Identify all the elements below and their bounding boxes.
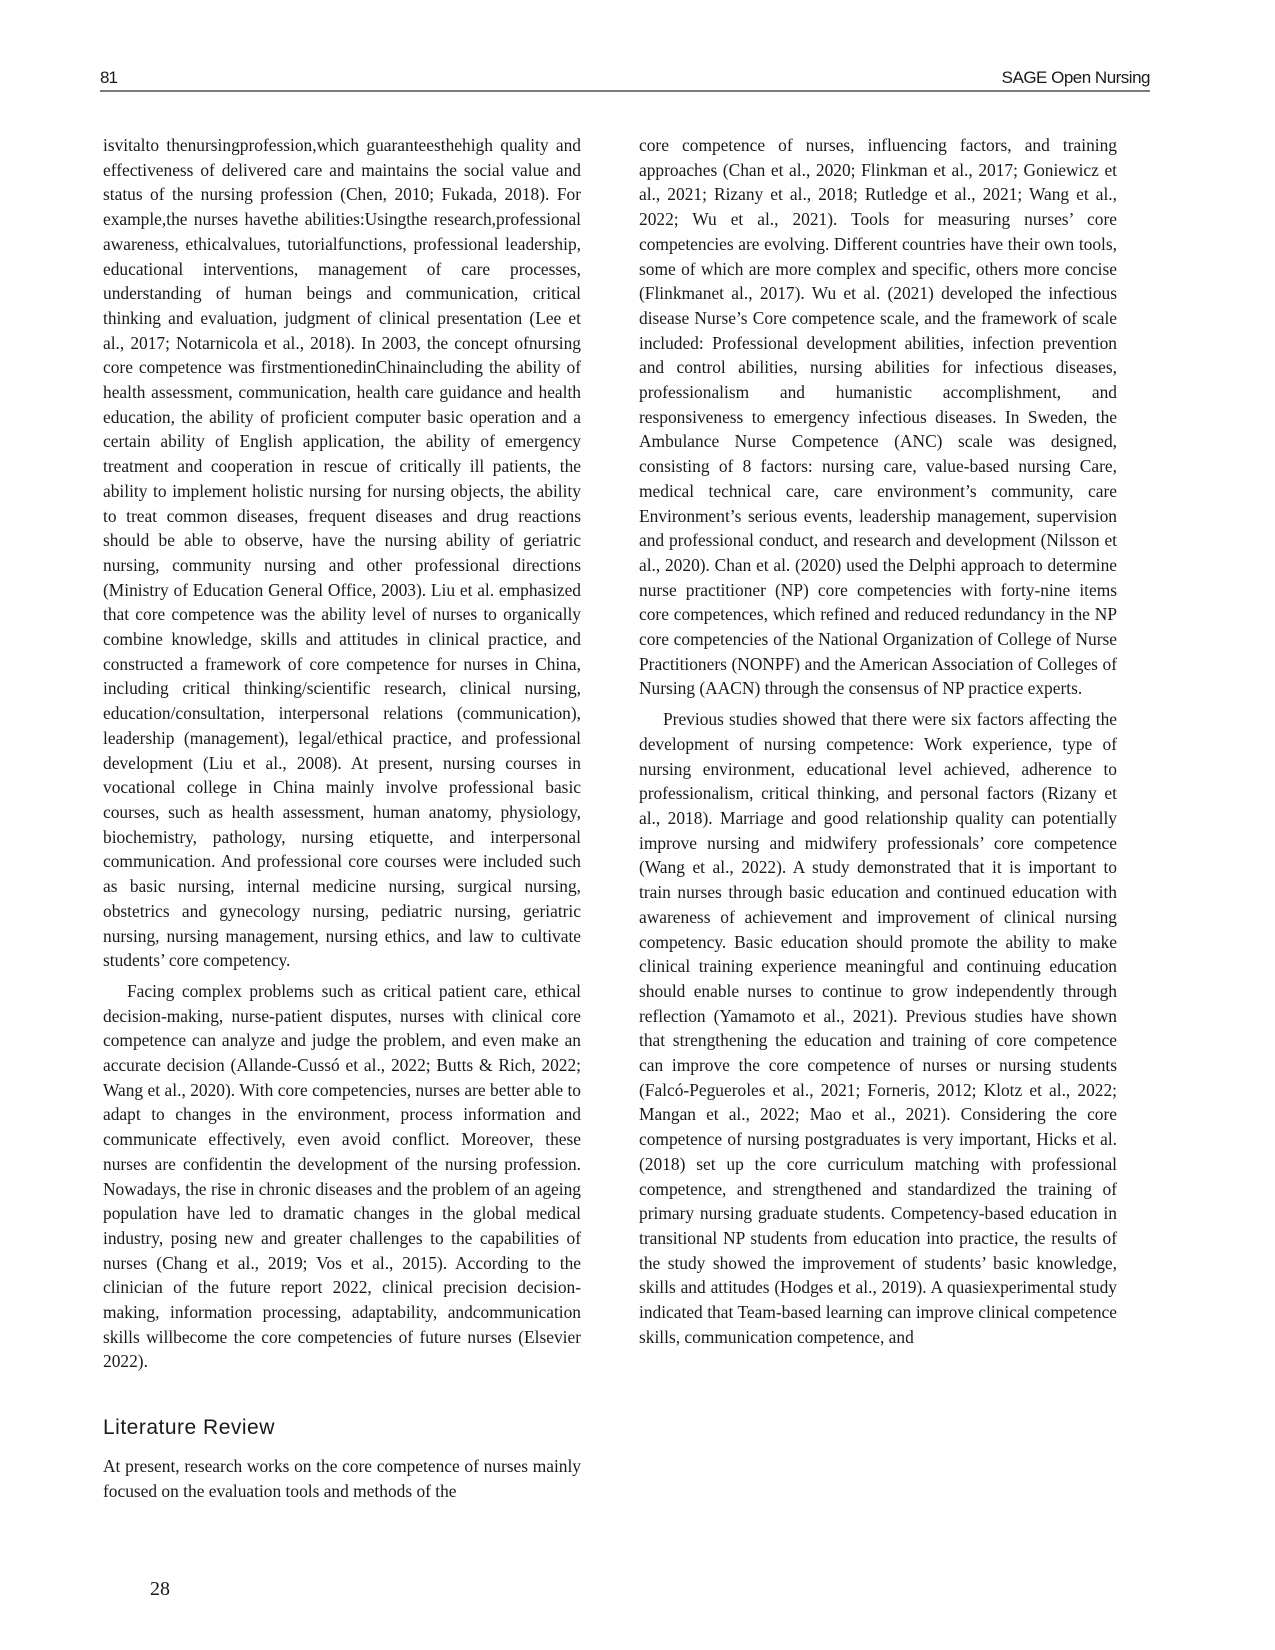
section-heading: Literature Review	[103, 1416, 275, 1440]
running-header	[100, 68, 1150, 92]
left-column	[103, 133, 581, 1504]
body-paragraph: Previous studies showed that there were six factors affecting the development of nursing competence: Work experience, type of nursing environment, educational level achieved, adherence to professionalism, critical thinking, and personal factors (Rizany et al., 2018). Marriage and good relationship quality can potentially improve nursing and midwifery professionals’ core competence (Wang et al., 2022). A study demonstrated that it is important to train nurses through basic education and continued education with awareness of achievement and improvement of clinical nursing competency. Basic education should promote the ability to make clinical training experience meaningful and continuing education should enable nurses to continue to grow independently through reflection (Yamamoto et al., 2021). Previous studies have shown that strengthening the education and training of core competence can improve the core competence of nurses or nursing students (Falcó-Pegueroles et al., 2021; Forneris, 2012; Klotz et al., 2022; Mangan et al., 2022; Mao et al., 2021). Considering the core competence of nursing postgraduates is very important, Hicks et al. (2018) set up the core curriculum matching with professional competence, and strengthened and standardized the training of primary nursing graduate students. Competency-based education in transitional NP students from education into practice, the results of the study showed the improvement of students’ basic knowledge, skills and attitudes (Hodges et al., 2019). A quasiexperimental study indicated that Team-based learning can improve clinical competence skills, communication competence, and	[639, 709, 1117, 1347]
body-paragraph: At present, research works on the core competence of nurses mainly focused on the evaluation tools and methods of the	[103, 1456, 581, 1501]
right-column	[639, 133, 1117, 1349]
body-paragraph: core competence of nurses, influencing factors, and training approaches (Chan et al., 2020; Flinkman et al., 2017; Goniewicz et al., 2021; Rizany et al., 2018; Rutledge et al., 2021; Wang et al., 2022; Wu et al., 2021). Tools for measuring nurses’ core competencies are evolving. Different countries have their own tools, some of which are more complex and specific, others more concise (Flinkmanet al., 2017). Wu et al. (2021) developed the infectious disease Nurse’s Core competence scale, and the framework of scale included: Professional development abilities, infection prevention and control abilities, nursing abilities for infectious diseases, professionalism and humanistic accomplishment, and responsiveness to emergency infectious diseases. In Sweden, the Ambulance Nurse Competence (ANC) scale was designed, consisting of 8 factors: nursing care, value-based nursing Care, medical technical care, care environment’s community, care Environment’s serious events, leadership management, supervision and professional conduct, and research and development (Nilsson et al., 2020). Chan et al. (2020) used the Delphi approach to determine nurse practitioner (NP) core competencies with forty-nine items core competences, which refined and reduced redundancy in the NP core competencies of the National Organization of College of Nurse Practitioners (NONPF) and the American Association of Colleges of Nursing (AACN) through the consensus of NP practice experts.	[639, 135, 1117, 699]
footer-page-number: 28	[150, 1578, 170, 1600]
body-paragraph: isvitalto thenursingprofession,which guaranteesthehigh quality and effectiveness of delivered care and maintains the social value and status of the nursing profession (Chen, 2010; Fukada, 2018). For example,the nurses havethe abilities:Usingthe research,professional awareness, ethicalvalues, tutorialfunctions, professional leadership, educational interventions, management of care processes, understanding of human beings and communication, critical thinking and evaluation, judgment of clinical presentation (Lee et al., 2017; Notarnicola et al., 2018). In 2003, the concept ofnursing core competence was firstmentionedinChinaincluding the ability of health assessment, communication, health care guidance and health education, the ability of proficient computer basic operation and a certain ability of English application, the ability of emergency treatment and cooperation in rescue of critically ill patients, the ability to implement holistic nursing for nursing objects, the ability to treat common diseases, frequent diseases and drug reactions should be able to observe, have the nursing ability of geriatric nursing, community nursing and other professional directions (Ministry of Education General Office, 2003). Liu et al. emphasized that core competence was the ability level of nurses to organically combine knowledge, skills and attitudes in clinical practice, and constructed a framework of core competence for nurses in China, including critical thinking/scientific research, clinical nursing, education/consultation, interpersonal relations (communication), leadership (management), legal/ethical practice, and professional development (Liu et al., 2008). At present, nursing courses in vocational college in China mainly involve professional basic courses, such as health assessment, human anatomy, physiology, biochemistry, pathology, nursing etiquette, and interpersonal communication. And professional core courses were included such as basic nursing, internal medicine nursing, surgical nursing, obstetrics and gynecology nursing, pediatric nursing, geriatric nursing, nursing management, nursing ethics, and law to cultivate students’ core competency.	[103, 135, 581, 971]
journal-title: SAGE Open Nursing	[1001, 68, 1150, 87]
header-page-number: 81	[100, 68, 117, 87]
body-paragraph: Facing complex problems such as critical patient care, ethical decision-making, nurse-patient disputes, nurses with clinical core competence can analyze and judge the problem, and even make an accurate decision (Allande-Cussó et al., 2022; Butts & Rich, 2022; Wang et al., 2020). With core competencies, nurses are better able to adapt to changes in the environment, process information and communicate effectively, even avoid conflict. Moreover, these nurses are confidentin the development of the nursing profession. Nowadays, the rise in chronic diseases and the problem of an ageing population have led to dramatic changes in the global medical industry, posing new and greater challenges to the capabilities of nurses (Chang et al., 2019; Vos et al., 2015). According to the clinician of the future report 2022, clinical precision decision-making, information processing, adaptability, andcommunication skills willbecome the core competencies of future nurses (Elsevier 2022).	[103, 980, 581, 1372]
